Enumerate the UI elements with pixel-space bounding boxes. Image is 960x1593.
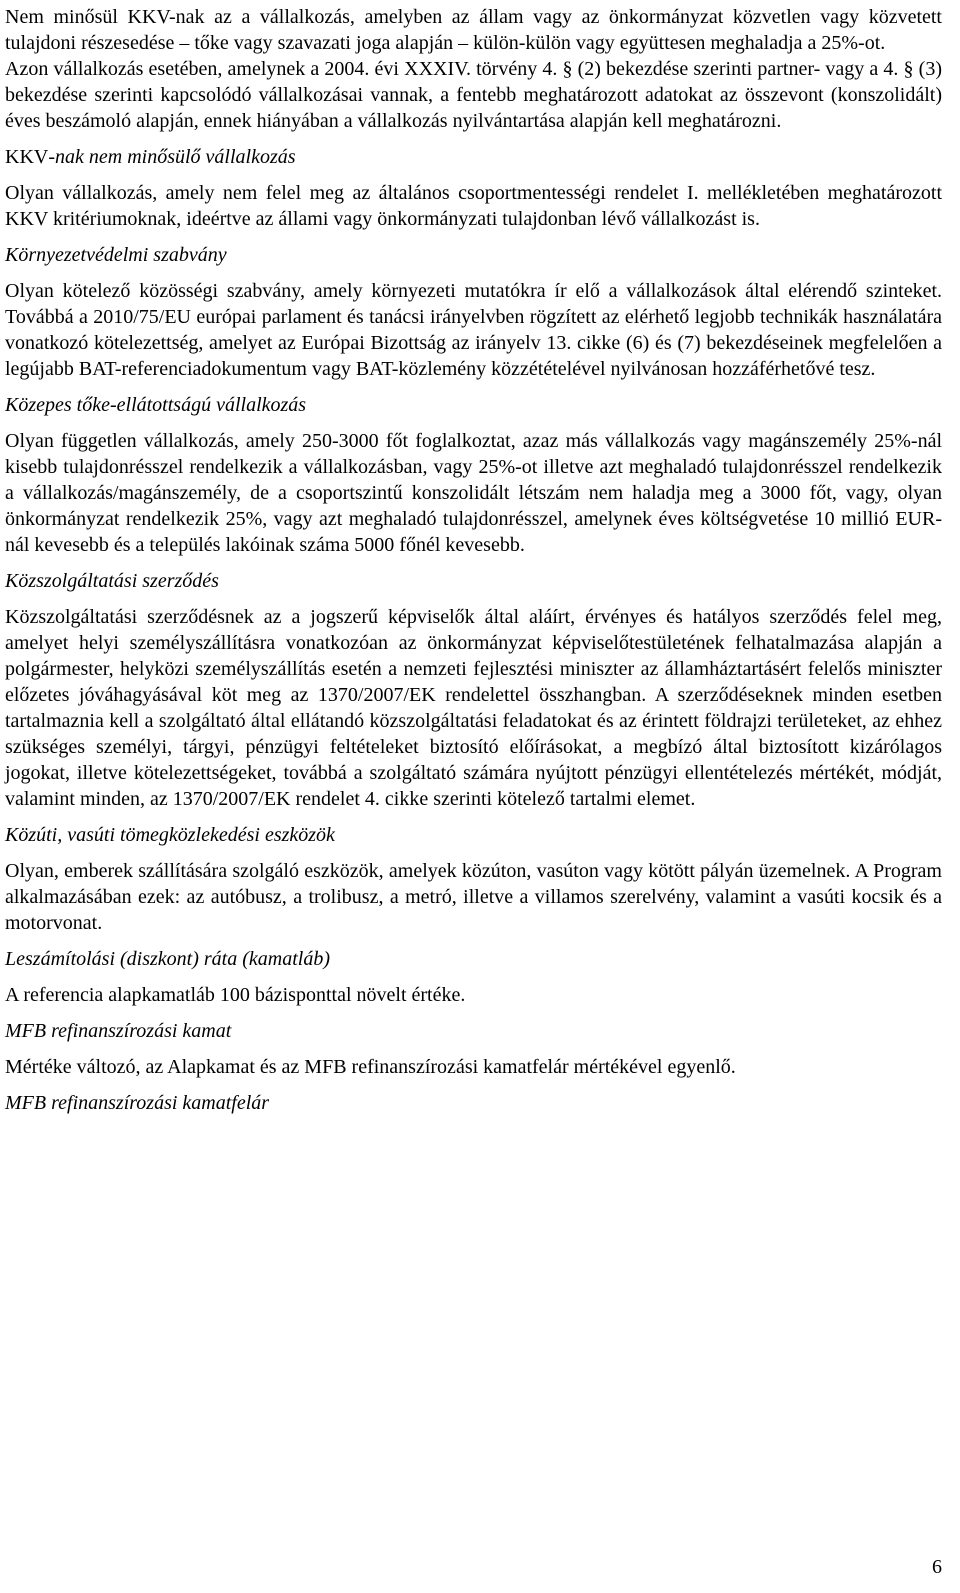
section-kozuti-vasuti-eszkozok [5,822,942,936]
section-heading: Közúti, vasúti tömegközlekedési eszközök [5,824,335,846]
section-heading-text: -nak nem minősülő vállalkozás [48,146,296,168]
section-paragraph: Mértéke változó, az Alapkamat és az MFB refinanszírozási kamatfelár mértékével egyenlő. [5,1056,736,1078]
section-paragraph: Olyan, emberek szállítására szolgáló eszközök, amelyek közúton, vasúton vagy kötött pályán üzemelnek. A Program alkalmazásában ezek: az autóbusz, a trolibusz, a metró, illetve a villamos szerelvény, valamint a vasúti kocsik és a motorvonat. [5,860,942,934]
section-heading: Környezetvédelmi szabvány [5,244,227,266]
section-kornyezetvedelmi-szabvany [5,242,942,382]
page-number: 6 [932,1556,942,1578]
section-heading-prefix: KKV [5,146,49,168]
section-kozepes-toke-ellatottsagu [5,392,942,558]
section-mfb-refinanszirozasi-kamatfelar [5,1090,942,1116]
section-heading: MFB refinanszírozási kamat [5,1020,232,1042]
intro-paragraph-1: Nem minősül KKV-nak az a vállalkozás, amelyben az állam vagy az önkormányzat közvetlen vagy közvetett tulajdoni részesedése – tőke vagy szavazati joga alapján – külön-külön vagy együttesen meghaladja a 25%-ot. [5,6,942,54]
section-heading: MFB refinanszírozási kamatfelár [5,1092,270,1114]
section-heading: Közepes tőke-ellátottságú vállalkozás [5,394,307,416]
section-kkv-nem-minosulo [5,144,942,232]
section-kozszolgaltatasi-szerzodes [5,568,942,812]
section-mfb-refinanszirozasi-kamat [5,1018,942,1080]
section-paragraph: A referencia alapkamatláb 100 bázisponttal növelt értéke. [5,984,466,1006]
section-heading [5,144,942,170]
section-paragraph: Olyan kötelező közösségi szabvány, amely környezeti mutatókra ír elő a vállalkozások által elérendő szinteket. Továbbá a 2010/75/EU európai parlament és tanácsi irányelvben rögzített az elérhető legjobb technikák használatára vonatkozó kötelezettség, amelyet az Európai Bizottság az irányelv 13. cikke (6) és (7) bekezdéseinek megfelelően a legújabb BAT-referenciadokumentum vagy BAT-közlemény közzétételével nyilvánosan hozzáférhetővé tesz. [5,280,942,380]
section-paragraph: Olyan független vállalkozás, amely 250-3000 főt foglalkoztat, azaz más vállalkozás vagy magánszemély 25%-nál kisebb tulajdonrésszel rendelkezik a vállalkozásban, vagy 25%-ot illetve azt meghaladó tulajdonrésszel rendelkezik a vállalkozás/magánszemély, de a csoportszintű konszolidált létszám nem haladja meg a 3000 főt, vagy, olyan önkormányzat rendelkezik 25%, vagy azt meghaladó tulajdonrésszel, amelynek éves költségvetése 10 millió EUR-nál kevesebb és a település lakóinak száma 5000 főnél kevesebb. [5,430,942,556]
document-page [5,4,942,1126]
section-paragraph: Olyan vállalkozás, amely nem felel meg az általános csoportmentességi rendelet I. mellékletében meghatározott KKV kritériumoknak, ideértve az állami vagy önkormányzati tulajdonban lévő vállalkozást is. [5,182,942,230]
section-paragraph: Közszolgáltatási szerződésnek az a jogszerű képviselők által aláírt, érvényes és hatályos szerződés felel meg, amelyet helyi személyszállításra vonatkozóan az önkormányzat képviselőtestületének felhatalmazása alapján a polgármester, helyközi személyszállítás esetén a nemzeti fejlesztési miniszter az államháztartásért felelős miniszter előzetes jóváhagyásával köt meg az 1370/2007/EK rendelettel összhangban. A szerződéseknek minden esetben tartalmaznia kell a szolgáltató által ellátandó közszolgáltatási feladatokat és az érintett földrajzi területeket, az ehhez szükséges személyi, tárgyi, pénzügyi feltételeket biztosító előírásokat, a megbízó által biztosított kizárólagos jogokat, illetve kötelezettségeket, továbbá a szolgáltató számára nyújtott pénzügyi ellentételezés mértékét, módját, valamint minden, az 1370/2007/EK rendelet 4. cikke szerinti kötelező tartalmi elemet. [5,606,942,810]
section-leszamitolasi-rata [5,946,942,1008]
intro-paragraph-2: Azon vállalkozás esetében, amelynek a 2004. évi XXXIV. törvény 4. § (2) bekezdése szerinti partner- vagy a 4. § (3) bekezdése szerinti kapcsolódó vállalkozásai vannak, a fentebb meghatározott adatokat az összevont (konszolidált) éves beszámoló alapján, ennek hiányában a vállalkozás nyilvántartása alapján kell meghatározni. [5,58,942,132]
section-heading: Leszámítolási (diszkont) ráta (kamatláb) [5,948,330,970]
section-heading: Közszolgáltatási szerződés [5,570,219,592]
